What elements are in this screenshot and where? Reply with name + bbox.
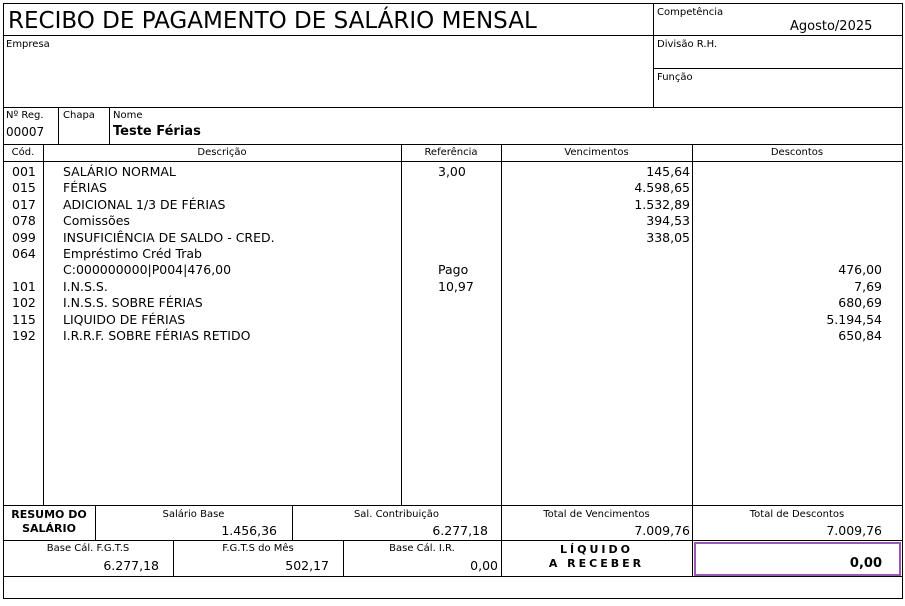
h-line-table-header-bottom: [3, 161, 903, 162]
nome-label: Nome: [113, 110, 143, 121]
nome-value: Teste Férias: [113, 124, 201, 139]
row-vencimento: 394,53: [646, 213, 690, 229]
base-ir-label: Base Cál. I.R.: [389, 543, 455, 554]
row-vencimento: 4.598,65: [634, 180, 690, 196]
row-desconto: 476,00: [838, 262, 882, 278]
row-descricao: SALÁRIO NORMAL: [63, 164, 176, 179]
h-line-table-bottom: [3, 505, 903, 506]
h-line-resumo-bottom: [3, 540, 903, 541]
sal-contribuicao-label: Sal. Contribuição: [353, 509, 440, 520]
reg-value: 00007: [6, 125, 45, 139]
row-cod: 115: [12, 311, 36, 327]
total-vencimentos-value: 7.009,76: [634, 523, 690, 538]
row-vencimento: 145,64: [646, 164, 690, 179]
h-line-top: [3, 3, 903, 4]
row-cod: 101: [12, 278, 36, 294]
total-descontos-label: Total de Descontos: [749, 509, 845, 520]
row-descricao: I.N.S.S. SOBRE FÉRIAS: [63, 295, 203, 311]
competencia-label: Competência: [657, 7, 724, 18]
h-line-final: [3, 598, 903, 599]
row-descricao: I.R.R.F. SOBRE FÉRIAS RETIDO: [63, 328, 251, 343]
row-descricao: Comissões: [63, 213, 130, 229]
total-descontos-value: 7.009,76: [826, 523, 882, 538]
v-line-right: [902, 3, 903, 599]
chapa-label: Chapa: [63, 110, 95, 121]
v-line-descricao: [401, 144, 402, 506]
row-cod: 078: [12, 213, 36, 229]
row-desconto: 680,69: [838, 295, 882, 311]
row-cod: 064: [12, 246, 36, 261]
row-descricao: Empréstimo Créd Trab: [63, 246, 202, 261]
row-cod: 017: [12, 196, 36, 212]
row-cod: 099: [12, 229, 36, 245]
fgts-mes-label: F.G.T.S do Mês: [222, 543, 294, 554]
row-descricao: C:000000000|P004|476,00: [63, 262, 232, 278]
row-cod: 192: [12, 328, 36, 343]
row-cod: 102: [12, 295, 36, 311]
h-line-employee-bottom: [3, 144, 903, 145]
v-line-header-divider: [653, 3, 654, 108]
row-desconto: 5.194,54: [826, 311, 882, 327]
row-descricao: ADICIONAL 1/3 DE FÉRIAS: [63, 196, 226, 212]
liquido-value: 0,00: [849, 556, 882, 571]
divisao-label: Divisão R.H.: [657, 39, 718, 50]
funcao-label: Função: [657, 72, 693, 83]
liquido-label-line1: LÍQUIDO: [560, 543, 633, 556]
empresa-label: Empresa: [6, 39, 50, 50]
competencia-value: Agosto/2025: [790, 19, 873, 34]
reg-label: Nº Reg.: [6, 110, 44, 121]
v-line-liquido: [692, 540, 693, 577]
receipt-title: RECIBO DE PAGAMENTO DE SALÁRIO MENSAL: [8, 8, 537, 34]
row-cod: 015: [12, 180, 36, 196]
h-line-title-bottom: [3, 35, 903, 36]
salario-base-label: Salário Base: [162, 509, 225, 520]
h-line-divisao-bottom: [653, 68, 903, 69]
total-vencimentos-label: Total de Vencimentos: [543, 509, 650, 520]
row-vencimento: 338,05: [646, 229, 690, 245]
row-desconto: 650,84: [838, 328, 882, 343]
base-fgts-value: 6.277,18: [103, 558, 159, 573]
v-line-reg: [58, 107, 59, 145]
row-referencia: Pago: [438, 262, 469, 278]
col-header-cod: Cód.: [11, 147, 35, 158]
row-descricao: I.N.S.S.: [63, 278, 108, 294]
row-descricao: INSUFICIÊNCIA DE SALDO - CRED.: [63, 229, 275, 245]
col-header-descontos: Descontos: [770, 147, 824, 158]
row-referencia: 10,97: [438, 278, 474, 294]
resumo-label: [3, 508, 95, 536]
sal-contribuicao-value: 6.277,18: [432, 523, 488, 538]
row-descricao: FÉRIAS: [63, 180, 107, 196]
row-descricao: LIQUIDO DE FÉRIAS: [63, 311, 186, 327]
salario-base-value: 1.456,36: [221, 523, 277, 538]
col-header-referencia: Referência: [424, 147, 478, 158]
col-header-vencimentos: Vencimentos: [564, 147, 629, 158]
row-cod: 001: [12, 164, 36, 179]
base-fgts-label: Base Cál. F.G.T.S: [46, 543, 130, 554]
col-header-descricao: Descrição: [197, 147, 247, 158]
liquido-label: [501, 543, 692, 571]
h-line-company-bottom: [3, 107, 903, 108]
resumo-label-line2: SALÁRIO: [22, 522, 76, 535]
h-line-footer-bottom: [3, 576, 903, 577]
liquido-label-line2: A RECEBER: [548, 557, 645, 570]
row-vencimento: 1.532,89: [634, 196, 690, 212]
v-line-chapa: [109, 107, 110, 145]
resumo-label-line1: RESUMO DO: [11, 508, 87, 521]
v-line-cod: [43, 144, 44, 506]
row-referencia: 3,00: [438, 164, 466, 179]
base-ir-value: 0,00: [470, 558, 498, 573]
fgts-mes-value: 502,17: [285, 558, 329, 573]
row-desconto: 7,69: [854, 278, 882, 294]
